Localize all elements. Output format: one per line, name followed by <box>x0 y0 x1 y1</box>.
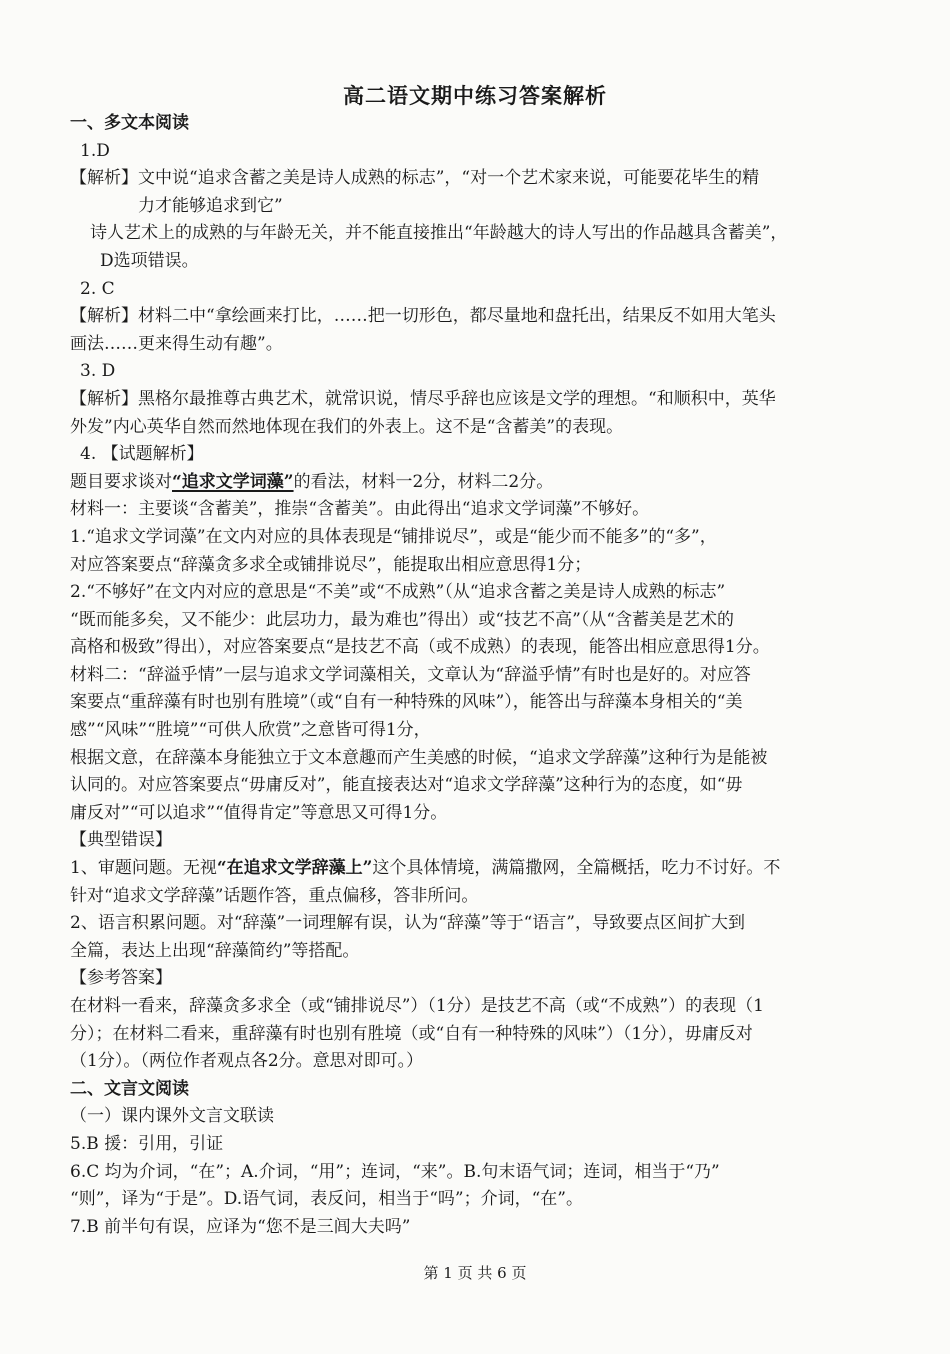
analysis-line: 诗人艺术上的成熟的与年龄无关，并不能直接推出“年龄越大的诗人写出的作品越具含蓄美”， <box>90 223 788 244</box>
analysis-line: 对应答案要点“辞藻贪多求全或铺排说尽”，能提取出相应意思得1分； <box>70 554 592 575</box>
analysis-line: 根据文意，在辞藻本身能独立于文本意趣而产生美感的时候，“追求文学辞藻”这种行为是能被 <box>70 747 768 768</box>
question-answer: 4. 【试题解析】 <box>80 444 204 465</box>
analysis-line: 材料一：主要谈“含蓄美”，推崇“含蓄美”。由此得出“追求文学词藻”不够好。 <box>70 499 650 520</box>
error-line: 2、语言积累问题。对“辞藻”一词理解有误，认为“辞藻”等于“语言”，导致要点区间扩大到 <box>70 913 745 934</box>
page-title: 高二语文期中练习答案解析 <box>343 83 607 108</box>
reference-line: （1分）。（两位作者观点各2分。意思对即可。） <box>70 1051 424 1072</box>
question-answer: 3. D <box>80 361 116 382</box>
error-line <box>70 855 915 883</box>
analysis-line: D选项错误。 <box>100 250 199 271</box>
text: 1、审题问题。无视 <box>70 858 217 879</box>
underlined-term: “追求文学词藻” <box>172 471 294 492</box>
section-heading: 一、多文本阅读 <box>70 113 189 133</box>
answer-content <box>70 110 915 1241</box>
question-answer: 5.B 援：引用，引证 <box>70 1133 224 1154</box>
reference-line: 在材料一看来，辞藻贪多求全（或“铺排说尽”）（1分）是技艺不高（或“不成熟”）的表现（1 <box>70 996 764 1016</box>
page-number: 第 1 页 共 6 页 <box>423 1264 527 1282</box>
analysis-line: 感”“风味”“胜境”“可供人欣赏”之意皆可得1分， <box>70 720 431 741</box>
analysis-line: 案要点“重辞藻有时也别有胜境”（或“自有一种特殊的风味”），能答出与辞藻本身相关的“美 <box>70 692 743 713</box>
text: 题目要求谈对 <box>70 471 172 492</box>
question-answer: 7.B 前半句有误，应译为“您不是三闾大夫吗” <box>70 1216 411 1237</box>
analysis-line: 材料二：“辞溢乎情”一层与追求文学词藻相关，文章认为“辞溢乎情”有时也是好的。对应答 <box>70 664 751 685</box>
analysis-line: 高格和极致”得出），对应答案要点“是技艺不高（或不成熟）的表现，能答出相应意思得1分。 <box>70 637 770 658</box>
analysis-line: “既而能多矣，又不能少：此层功力，最为难也”得出）或“技艺不高”（从“含蓄美是艺术的 <box>70 609 734 630</box>
analysis-line: 2.“不够好”在文内对应的意思是“不美”或“不成熟”（从“追求含蓄之美是诗人成熟的标志” <box>70 582 726 603</box>
analysis-line: “则”，译为“于是”。D.语气词，表反问，相当于“吗”；介词，“在”。 <box>70 1189 583 1210</box>
question-answer: 6.C 均为介词，“在”；A.介词，“用”；连词，“来”。B.句末语气词；连词，相当于“乃” <box>70 1161 720 1182</box>
analysis-line: 庸反对”“可以追求”“值得肯定”等意思又可得1分。 <box>70 802 448 823</box>
question-answer: 2. C <box>80 278 115 299</box>
analysis-line: 【解析】黑格尔最推尊古典艺术，就常识说，情尽乎辞也应该是文学的理想。“和顺积中，英华 <box>70 388 776 409</box>
error-line: 全篇，表达上出现“辞藻简约”等搭配。 <box>70 940 360 961</box>
analysis-line: 【解析】材料二中“拿绘画来打比，……把一切形色，都尽量地和盘托出，结果反不如用大笔头 <box>70 306 776 327</box>
analysis-line: 外发”内心英华自然而然地体现在我们的外表上。这不是“含蓄美”的表现。 <box>70 416 624 437</box>
reference-answer-heading: 【参考答案】 <box>70 968 172 989</box>
text: 这个具体情境，满篇撒网，全篇概括，吃力不讨好。不 <box>372 858 781 879</box>
section-heading: 二、文言文阅读 <box>70 1078 189 1099</box>
subsection-heading: （一）课内课外文言文联读 <box>70 1106 274 1127</box>
analysis-line <box>70 469 915 497</box>
analysis-line: 1.“追求文学词藻”在文内对应的具体表现是“铺排说尽”，或是“能少而不能多”的“多”， <box>70 526 717 547</box>
analysis-line: 画法……更来得生动有趣”。 <box>70 333 283 354</box>
analysis-line: 力才能够追求到它” <box>138 195 283 216</box>
typical-errors-heading: 【典型错误】 <box>70 830 172 851</box>
question-answer: 1.D <box>80 140 110 161</box>
analysis-line: 【解析】文中说“追求含蓄之美是诗人成熟的标志”，“对一个艺术家来说，可能要花毕生的精 <box>70 168 760 189</box>
bold-term: “在追求文学辞藻上” <box>216 858 373 879</box>
analysis-line: 认同的。对应答案要点“毋庸反对”，能直接表达对“追求文学辞藻”这种行为的态度，如“毋 <box>70 775 743 796</box>
text: 的看法，材料一2分，材料二2分。 <box>293 471 554 492</box>
error-line: 针对“追求文学辞藻”话题作答，重点偏移，答非所问。 <box>70 885 479 906</box>
reference-line: 分）；在材料二看来，重辞藻有时也别有胜境（或“自有一种特殊的风味”）（1分），毋庸反对 <box>70 1023 753 1044</box>
